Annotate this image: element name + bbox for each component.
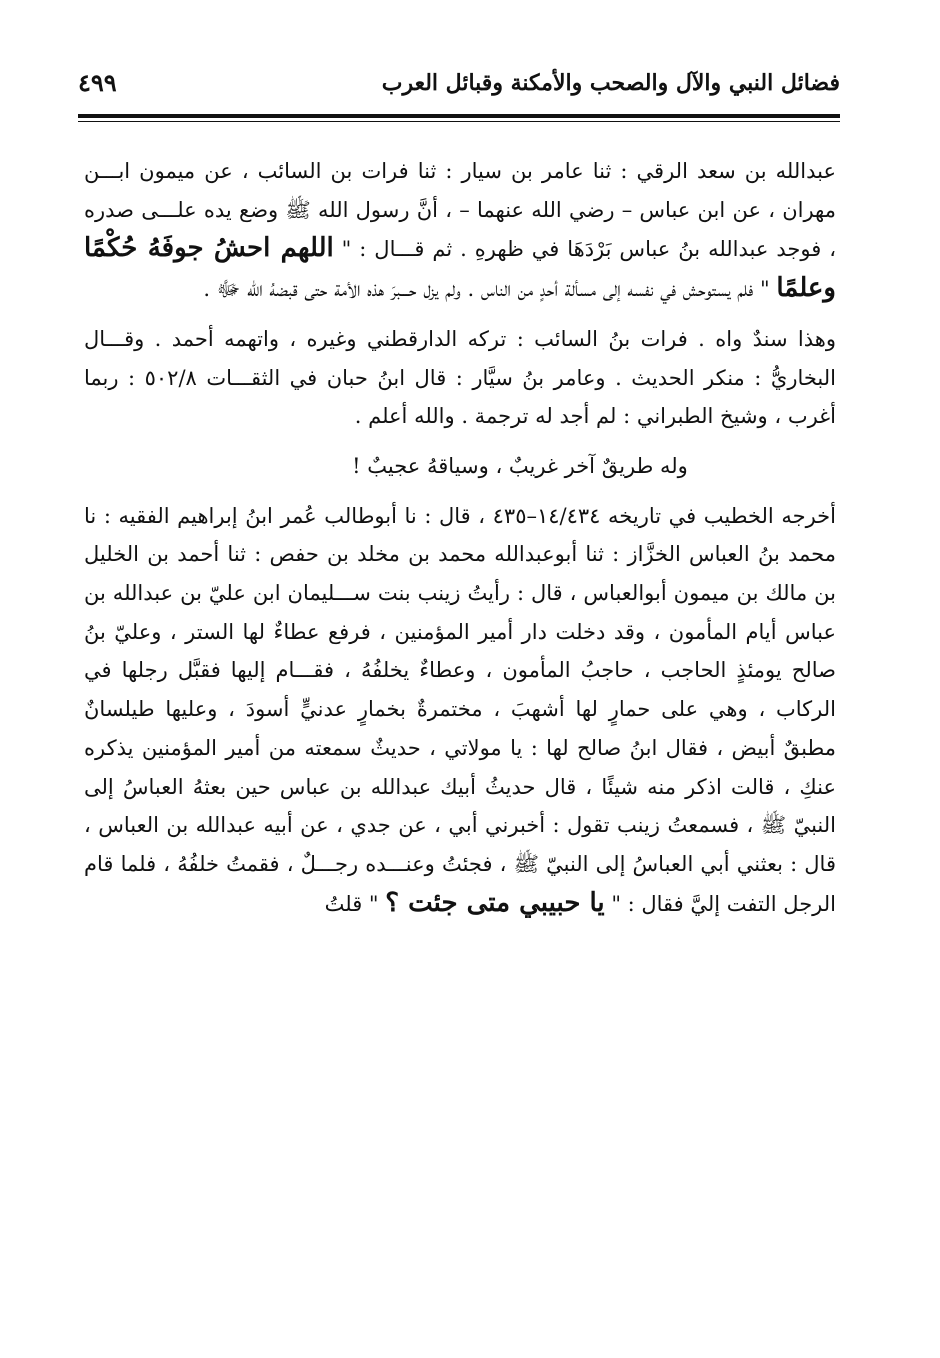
quoted-speech: يا حبيبي متى جئت ؟: [385, 887, 605, 918]
paragraph-text: عبدالله بن سعد الرقي : ثنا عامر بن سيار : ثنا فرات بن السائب ، عن ميمون ابـــن مهران ، عن ابن عباس – رضي الله عنهما – ، أنَّ رسول الله ﷺ وضع يده علـــى صدره ، فوجد عبدالله بنُ عباس بَرْدَهَا في ظهرهِ . ثم قـــال : ": [84, 159, 836, 262]
running-header: [78, 62, 840, 108]
paragraph-chain-assessment: وهذا سندٌ واه . فرات بنُ السائب : تركه الدارقطني وغيره ، واتهمه أحمد . وقـــال البخاريُّ : منكر الحديث . وعامر بنُ سيَّار : قال ابنُ حبان في الثقـــات ٥٠٢/٨ : ربما أغرب ، وشيخ الطبراني : لم أجد له ترجمة . والله أعلم .: [84, 326, 836, 429]
paragraph-khatib-narration: [84, 497, 836, 924]
paragraph-another-route: وله طريقٌ آخر غريبٌ ، وسياقهُ عجيبٌ !: [352, 453, 688, 478]
paragraph-text: " قلتُ: [324, 891, 379, 916]
running-title: فضائل النبي والآل والصحب والأمكنة وقبائل العرب: [381, 70, 840, 96]
page-number: ٤٩٩: [78, 68, 117, 97]
quoted-supplication: اللهم احشُ جوفَهُ حُكْمًا وعلمًا: [84, 233, 836, 304]
paragraph-hadith-narration: [84, 152, 836, 309]
paragraph-text: أخرجه الخطيب في تاريخه ١٤/٤٣٤–٤٣٥ ، قال : نا أبوطالب عُمر ابنُ إبراهيم الفقيه : نا محمد بنُ العباس الخزَّاز : ثنا أبوعبدالله محمد بن مخلد بن حفص : ثنا أحمد بن الخليل بن مالك بن ميمون أبوالعباس ، قال : رأيتُ زينب بنت ســـليمان ابن عليّ بن عبدالله بن عباس أيام المأمون ، وقد دخلت دار أمير المؤمنين ، فرفع عطاءٌ لها الستر ، وعليّ بنُ صالح يومئذٍ الحاجب ، حاجبُ المأمون ، وعطاءٌ يخلفُهُ ، فقـــام إليها فقبَّل رجلها في الركاب ، وهي على حمارٍ لها أشهبَ ، مختمرةٌ بخمارٍ عدنيٍّ أسودَ ، وعليها طيلسانٌ مطبقٌ أبيض ، فقال ابنُ صالح لها : يا مولاتي ، حديثٌ سمعته من أمير المؤمنين يذكره عنكِ ، قالت اذكر منه شيئًا ، قال حديثُ أبيك عبدالله بن عباس حين بعثهُ العباسُ إلى النبيّ ﷺ ، فسمعتُ زينب تقول : أخبرني أبي ، عن جدي ، عن أبيه عبدالله بن العباس ، قال : بعثني أبي العباسُ إلى النبيّ ﷺ ، فجئتُ وعنـــده رجـــلٌ ، فقمتُ خلفُهُ ، فلما قام الرجل التفت إليَّ فقال : ": [84, 503, 836, 916]
header-rule-thin: [78, 121, 840, 122]
paragraph-text: " فلم يستوحش في نفسه إلى مسألة أحدٍ من الناس . ولم يزل حـــبرَ هذه الأمة حتى قبضهُ الله ﷻ .: [203, 277, 770, 302]
body-text: [84, 152, 836, 923]
header-rule-thick: [78, 114, 840, 118]
